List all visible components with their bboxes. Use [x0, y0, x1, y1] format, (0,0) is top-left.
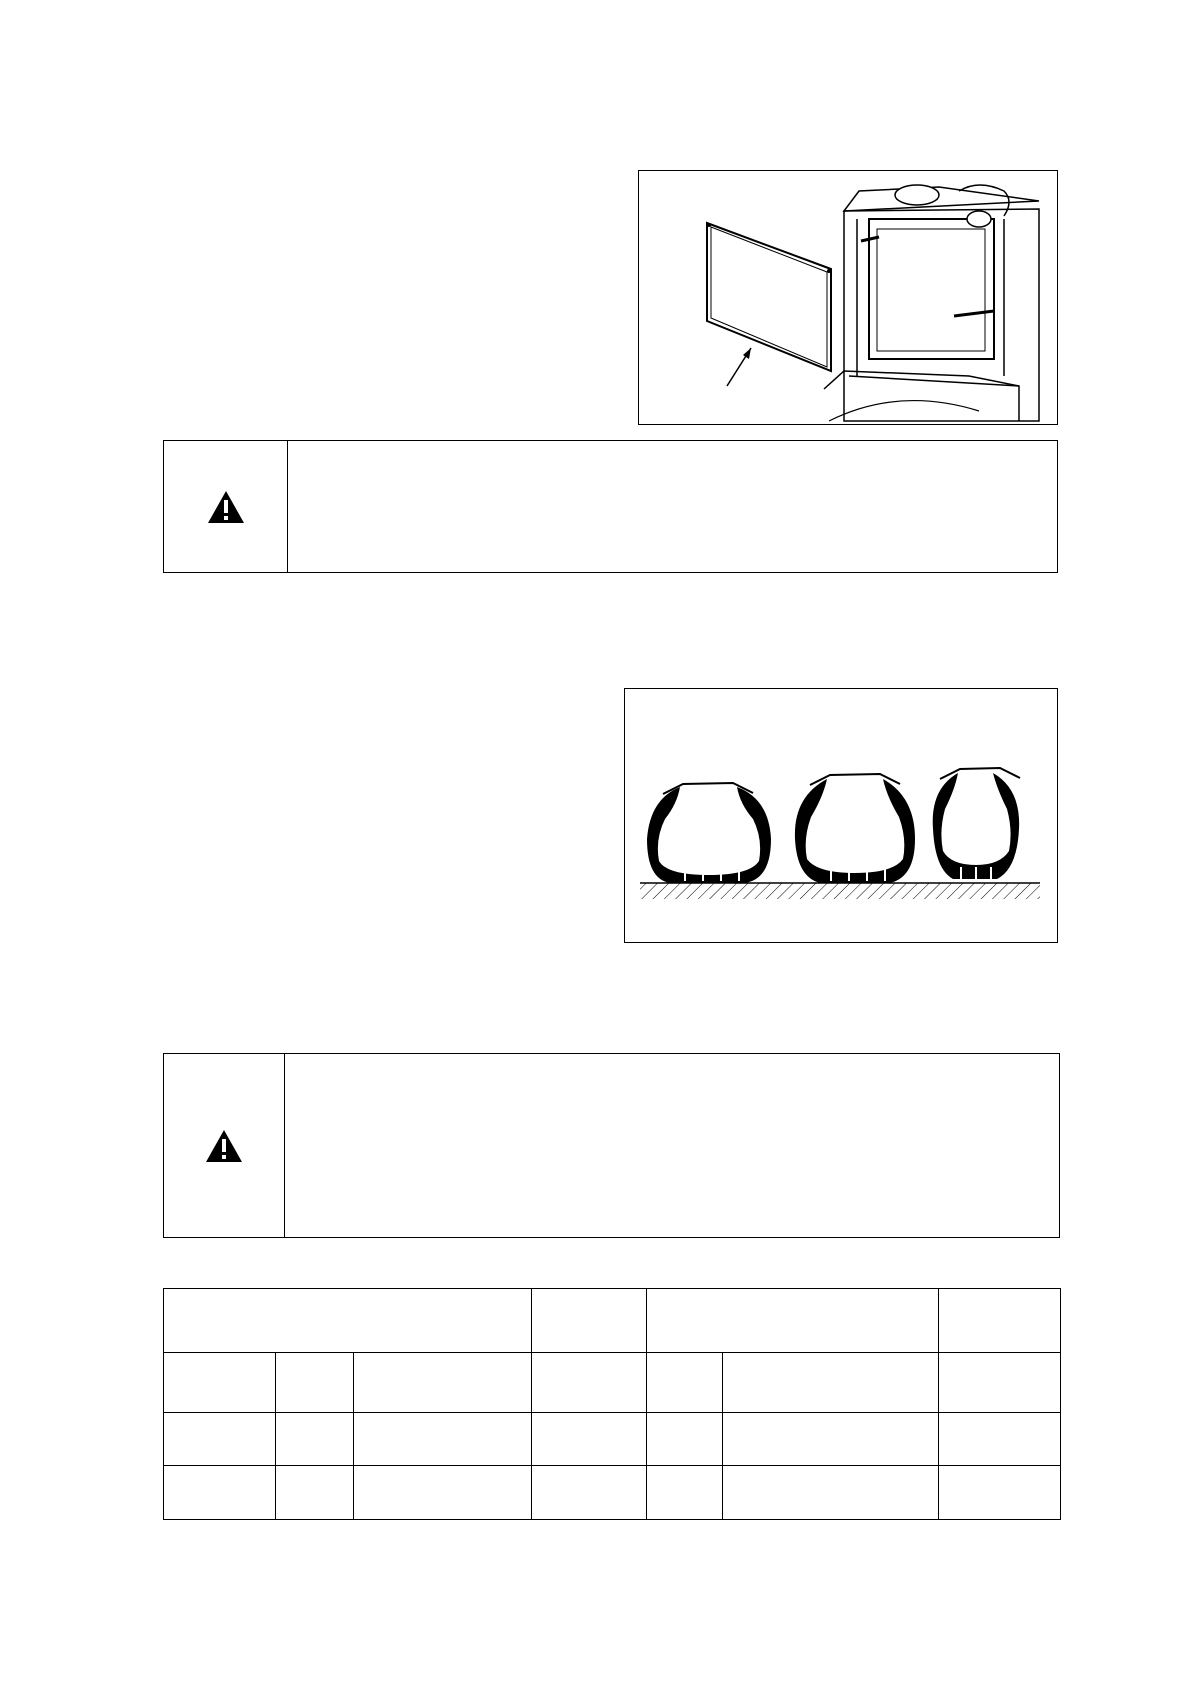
table-cell: [276, 1353, 354, 1413]
tire-overinflated: [933, 768, 1020, 879]
table-cell: [532, 1466, 647, 1520]
warning-icon-cell: [164, 1054, 285, 1237]
tire-correct: [795, 774, 915, 883]
table-cell: [647, 1466, 723, 1520]
radiator-screen-figure: [638, 170, 1058, 425]
table-row: [164, 1413, 1061, 1466]
table-header-cell: [939, 1289, 1061, 1353]
tire-underinflated: [647, 783, 771, 883]
table-cell: [532, 1413, 647, 1466]
radiator-screen-illustration: [639, 171, 1056, 423]
table-cell: [164, 1413, 276, 1466]
table-cell: [354, 1466, 532, 1520]
table-cell: [647, 1413, 723, 1466]
table-cell: [532, 1353, 647, 1413]
table-cell: [276, 1413, 354, 1466]
warning-icon-cell: [164, 441, 288, 572]
warning-triangle-icon: [207, 490, 245, 524]
warning-text: [285, 1054, 1059, 1237]
warning-box-2: [163, 1053, 1060, 1238]
warning-box-1: [163, 440, 1058, 573]
table-header-cell: [164, 1289, 532, 1353]
warning-triangle-icon: [205, 1129, 243, 1163]
table-cell: [723, 1413, 939, 1466]
tire-spec-table: [163, 1288, 1060, 1519]
table-cell: [939, 1353, 1061, 1413]
table-cell: [939, 1466, 1061, 1520]
tire-inflation-figure: [624, 688, 1058, 943]
table-cell: [276, 1466, 354, 1520]
table-cell: [723, 1466, 939, 1520]
table-cell: [164, 1466, 276, 1520]
warning-text: [288, 441, 1057, 572]
table-cell: [354, 1413, 532, 1466]
table-cell: [354, 1353, 532, 1413]
table-cell: [647, 1353, 723, 1413]
table-header-cell: [647, 1289, 939, 1353]
table-cell: [939, 1413, 1061, 1466]
table-header-row: [164, 1289, 1061, 1353]
table-row: [164, 1353, 1061, 1413]
table-header-cell: [532, 1289, 647, 1353]
table-cell: [723, 1353, 939, 1413]
table-cell: [164, 1353, 276, 1413]
table-row: [164, 1466, 1061, 1520]
tire-inflation-illustration: [625, 689, 1056, 941]
